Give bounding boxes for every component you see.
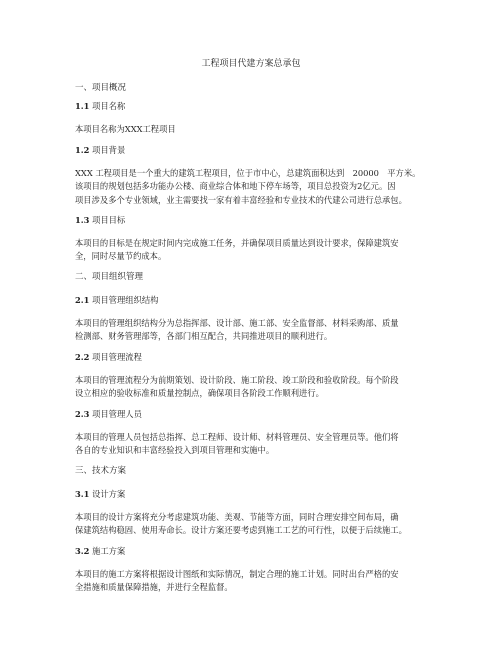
section-heading: 三、技术方案 [75, 466, 127, 476]
subsection-number: 1.1 [75, 101, 90, 111]
subsection-title: 项目名称 [92, 101, 126, 111]
paragraph-line: 本项目名称为XXX工程项目 [75, 124, 176, 134]
paragraph-line: 全，同时尽量节约成本。 [75, 251, 167, 261]
section-heading: 一、项目概况 [75, 83, 127, 93]
paragraph-line: 检测部、财务管理部等，各部门相互配合，共同推进项目的顺利进行。 [75, 331, 333, 341]
subsection-title: 项目管理流程 [92, 352, 142, 362]
subsection-title: 设计方案 [92, 489, 126, 499]
paragraph-line: 各自的专业知识和丰富经验投入到项目管理和实施中。 [75, 445, 275, 455]
subsection-heading [75, 215, 125, 226]
subsection-heading [75, 489, 125, 500]
paragraph-line: 本项目的设计方案将充分考虑建筑功能、美观、节能等方面，同时合理安排空间布局，确 [75, 512, 399, 522]
section-heading: 二、项目组织管理 [75, 272, 144, 282]
subsection-heading [75, 145, 125, 156]
subsection-title: 项目管理组织结构 [92, 295, 159, 305]
subsection-number: 1.3 [75, 215, 90, 225]
subsection-number: 1.2 [75, 145, 90, 155]
subsection-heading [75, 409, 142, 420]
subsection-heading [75, 352, 142, 363]
subsection-title: 项目管理人员 [92, 409, 142, 419]
paragraph-line: 项目涉及多个专业领域，业主需要找一家有着丰富经验和专业技术的代建公司进行总承包。 [75, 195, 407, 205]
paragraph-line: 本项目的管理流程分为前期策划、设计阶段、施工阶段、竣工阶段和验收阶段。每个阶段 [75, 375, 399, 385]
subsection-number: 3.1 [75, 489, 90, 499]
paragraph-line: 本项目的施工方案将根据设计图纸和实际情况，制定合理的施工计划。同时出台严格的安 [75, 569, 399, 579]
paragraph-line: 本项目的目标是在规定时间内完成施工任务，并确保项目质量达到设计要求，保障建筑安 [75, 238, 399, 248]
paragraph-line: 本项目的管理组织结构分为总指挥部、设计部、施工部、安全监督部、材料采购部、质量 [75, 318, 399, 328]
subsection-title: 项目背景 [92, 145, 126, 155]
paragraph-line: 设立相应的验收标准和质量控制点，确保项目各阶段工作顺利进行。 [75, 388, 324, 398]
subsection-number: 2.3 [75, 409, 90, 419]
paragraph-line: 该项目的规划包括多功能办公楼、商业综合体和地下停车场等，项目总投资为2亿元。因 [75, 181, 396, 191]
subsection-number: 2.2 [75, 352, 90, 362]
paragraph-line: XXX 工程项目是一个重大的建筑工程项目，位于市中心，总建筑面积达到 20000 平方米。 [75, 168, 421, 178]
subsection-title: 项目目标 [92, 215, 126, 225]
paragraph-line: 全措施和质量保障措施，并进行全程监督。 [75, 582, 233, 592]
subsection-number: 3.2 [75, 546, 90, 556]
subsection-heading [75, 295, 158, 306]
subsection-heading [75, 101, 125, 112]
document-title: 工程项目代建方案总承包 [201, 59, 301, 69]
subsection-title: 施工方案 [92, 546, 126, 556]
subsection-number: 2.1 [75, 295, 90, 305]
subsection-heading [75, 546, 125, 557]
paragraph-line: 本项目的管理人员包括总指挥、总工程师、设计师、材料管理员、安全管理员等。他们将 [75, 432, 399, 442]
paragraph-line: 保建筑结构稳固、使用寿命长。设计方案还要考虑到施工工艺的可行性，以便于后续施工。 [75, 525, 407, 535]
